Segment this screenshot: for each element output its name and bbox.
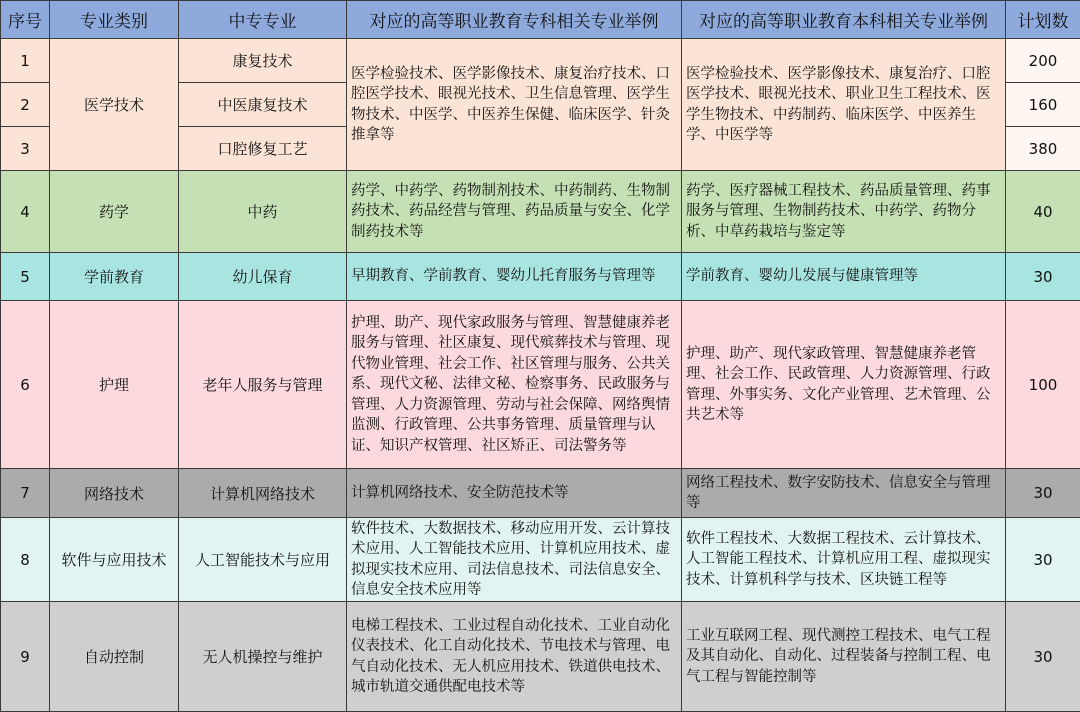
header-plan: 计划数 — [1006, 1, 1080, 39]
major-cell: 口腔修复工艺 — [179, 127, 347, 171]
major-cell: 老年人服务与管理 — [179, 301, 347, 469]
table-row — [1, 301, 1080, 469]
specialty-examples-cell: 医学检验技术、医学影像技术、康复治疗技术、口腔医学技术、眼视光技术、卫生信息管理、医学生物技术、中医学、中医养生保健、临床医学、针灸推拿等 — [347, 39, 682, 171]
category-cell: 软件与应用技术 — [50, 518, 179, 602]
specialty-examples-cell: 早期教育、学前教育、婴幼儿托育服务与管理等 — [347, 253, 682, 301]
row-number: 7 — [1, 469, 50, 518]
major-cell: 中药 — [179, 171, 347, 253]
major-cell: 幼儿保育 — [179, 253, 347, 301]
major-cell: 人工智能技术与应用 — [179, 518, 347, 602]
table-row — [1, 171, 1080, 253]
row-number: 3 — [1, 127, 50, 171]
row-number: 2 — [1, 83, 50, 127]
header-category: 专业类别 — [50, 1, 179, 39]
header-row — [1, 1, 1080, 39]
plan-cell: 100 — [1006, 301, 1080, 469]
table-row — [1, 253, 1080, 301]
specialty-examples-cell: 计算机网络技术、安全防范技术等 — [347, 469, 682, 518]
plan-cell: 30 — [1006, 602, 1080, 712]
category-cell: 药学 — [50, 171, 179, 253]
undergrad-examples-cell: 医学检验技术、医学影像技术、康复治疗、口腔医学技术、眼视光技术、职业卫生工程技术、医学生物技术、中药制药、临床医学、中医养生学、中医学等 — [682, 39, 1006, 171]
undergrad-examples-cell: 护理、助产、现代家政管理、智慧健康养老管理、社会工作、民政管理、人力资源管理、行政管理、外事实务、文化产业管理、艺术管理、公共艺术等 — [682, 301, 1006, 469]
header-no: 序号 — [1, 1, 50, 39]
plan-cell: 200 — [1006, 39, 1080, 83]
major-cell: 计算机网络技术 — [179, 469, 347, 518]
row-number: 1 — [1, 39, 50, 83]
header-specialty-examples: 对应的高等职业教育专科相关专业举例 — [347, 1, 682, 39]
plan-cell: 30 — [1006, 518, 1080, 602]
specialty-examples-cell: 电梯工程技术、工业过程自动化技术、工业自动化仪表技术、化工自动化技术、节电技术与管理、电气自动化技术、无人机应用技术、铁道供电技术、城市轨道交通供配电技术等 — [347, 602, 682, 712]
undergrad-examples-cell: 网络工程技术、数字安防技术、信息安全与管理等 — [682, 469, 1006, 518]
plan-cell: 40 — [1006, 171, 1080, 253]
row-number: 9 — [1, 602, 50, 712]
table-row — [1, 602, 1080, 712]
row-number: 5 — [1, 253, 50, 301]
major-cell: 康复技术 — [179, 39, 347, 83]
major-cell: 无人机操控与维护 — [179, 602, 347, 712]
category-cell: 自动控制 — [50, 602, 179, 712]
category-cell: 护理 — [50, 301, 179, 469]
row-number: 6 — [1, 301, 50, 469]
category-cell: 网络技术 — [50, 469, 179, 518]
plan-cell: 160 — [1006, 83, 1080, 127]
undergrad-examples-cell: 药学、医疗器械工程技术、药品质量管理、药事服务与管理、生物制药技术、中药学、药物分析、中草药栽培与鉴定等 — [682, 171, 1006, 253]
category-cell: 学前教育 — [50, 253, 179, 301]
header-undergrad-examples: 对应的高等职业教育本科相关专业举例 — [682, 1, 1006, 39]
row-number: 8 — [1, 518, 50, 602]
specialty-examples-cell: 软件技术、大数据技术、移动应用开发、云计算技术应用、人工智能技术应用、计算机应用技术、虚拟现实技术应用、司法信息技术、司法信息安全、信息安全技术应用等 — [347, 518, 682, 602]
specialty-examples-cell: 药学、中药学、药物制剂技术、中药制药、生物制药技术、药品经营与管理、药品质量与安全、化学制药技术等 — [347, 171, 682, 253]
undergrad-examples-cell: 学前教育、婴幼儿发展与健康管理等 — [682, 253, 1006, 301]
specialty-examples-cell: 护理、助产、现代家政服务与管理、智慧健康养老服务与管理、社区康复、现代殡葬技术与管理、现代物业管理、社会工作、社区管理与服务、公共关系、现代文秘、法律文秘、检察事务、民政服务与管理、人力资源管理、劳动与社会保障、网络舆情监测、行政管理、公共事务管理、质量管理与认证、知识产权管理、社区矫正、司法警务等 — [347, 301, 682, 469]
major-cell: 中医康复技术 — [179, 83, 347, 127]
row-number: 4 — [1, 171, 50, 253]
category-cell: 医学技术 — [50, 39, 179, 171]
table-row — [1, 518, 1080, 602]
table-row — [1, 39, 1080, 83]
plan-cell: 380 — [1006, 127, 1080, 171]
plan-cell: 30 — [1006, 469, 1080, 518]
header-secondary-major: 中专专业 — [179, 1, 347, 39]
plan-cell: 30 — [1006, 253, 1080, 301]
undergrad-examples-cell: 软件工程技术、大数据工程技术、云计算技术、人工智能工程技术、计算机应用工程、虚拟现实技术、计算机科学与技术、区块链工程等 — [682, 518, 1006, 602]
undergrad-examples-cell: 工业互联网工程、现代测控工程技术、电气工程及其自动化、自动化、过程装备与控制工程、电气工程与智能控制等 — [682, 602, 1006, 712]
table-row — [1, 469, 1080, 518]
